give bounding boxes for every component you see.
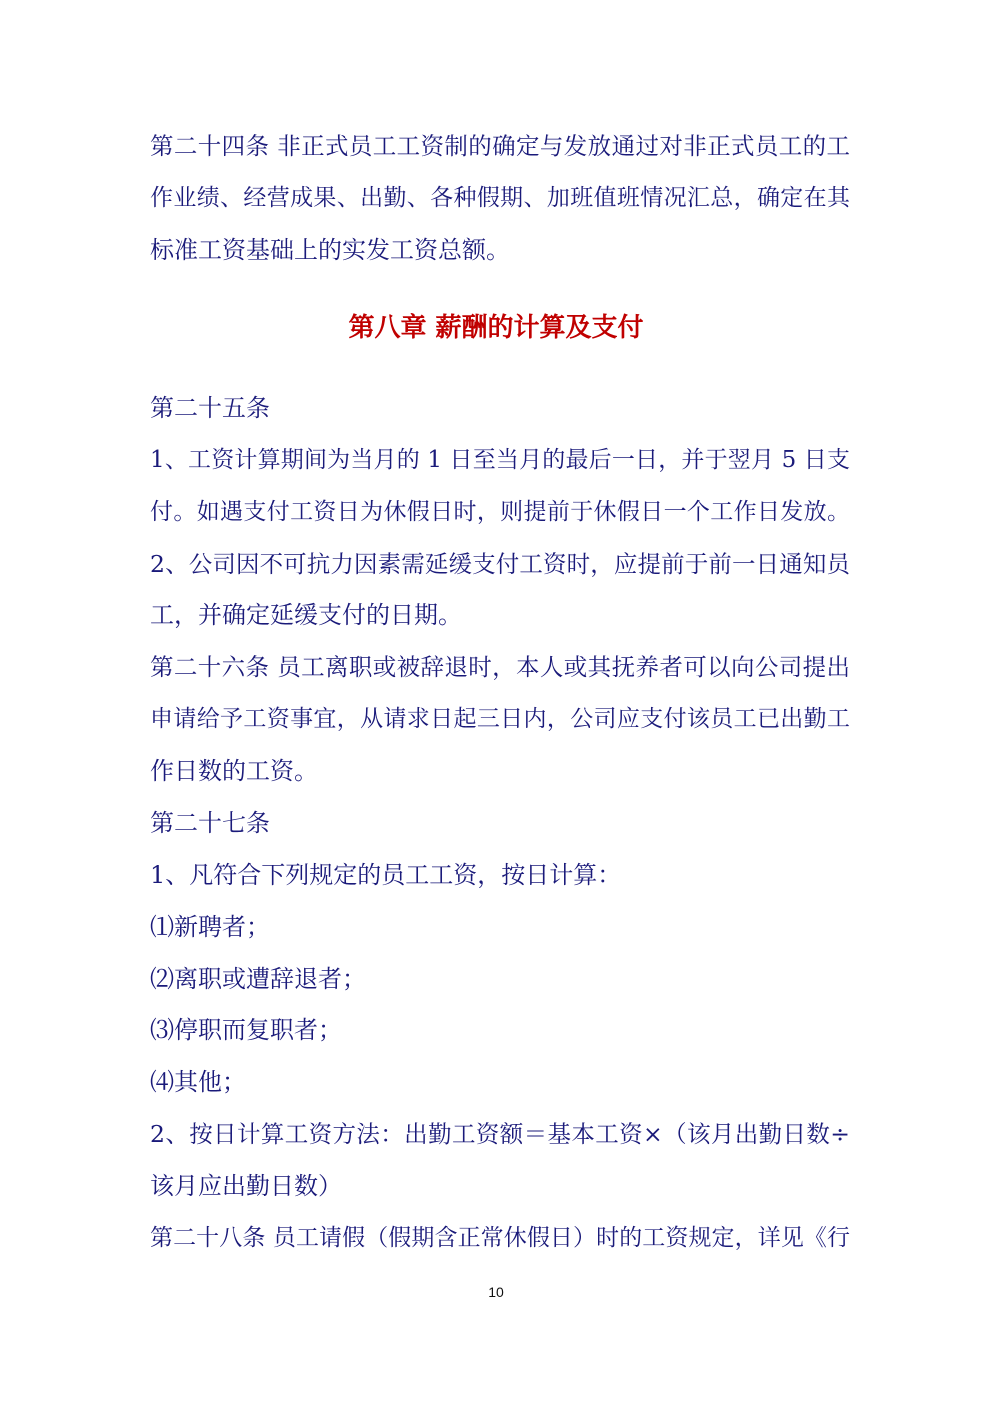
chapter-title: 第八章 薪酬的计算及支付 [348,313,644,343]
article-27-item-2-line-2: 该月应出勤日数） [150,1172,342,1200]
article-26-line-2: 申请给予工资事宜，从请求日起三日内，公司应支付该员工已出勤工 [150,706,850,732]
article-27-subitem-2: ⑵离职或遭辞退者； [150,965,366,993]
page-number: 10 [488,1284,504,1300]
article-27-heading: 第二十七条 [150,809,270,837]
article-27-subitem-1: ⑴新聘者； [150,913,270,941]
article-24-line-3: 标准工资基础上的实发工资总额。 [150,236,510,264]
article-27-subitem-3: ⑶停职而复职者； [150,1016,342,1044]
article-25-item-2-line-1: 2、公司因不可抗力因素需延缓支付工资时，应提前于前一日通知员 [150,550,850,578]
article-26-line-3: 作日数的工资。 [150,757,318,785]
article-25-heading: 第二十五条 [150,394,270,422]
article-25-item-2-line-2: 工，并确定延缓支付的日期。 [150,601,462,629]
article-27-subitem-4: ⑷其他； [150,1068,246,1096]
article-27-item-1: 1、凡符合下列规定的员工工资，按日计算： [150,861,622,889]
article-27-item-2-line-1: 2、按日计算工资方法：出勤工资额＝基本工资×（该月出勤日数÷ [150,1120,850,1148]
article-26-line-1: 第二十六条 员工离职或被辞退时，本人或其抚养者可以向公司提出 [150,653,850,681]
article-24-line-1: 第二十四条 非正式员工工资制的确定与发放通过对非正式员工的工 [150,132,850,160]
article-28-line-1: 第二十八条 员工请假（假期含正常休假日）时的工资规定，详见《行 [150,1225,850,1251]
article-24-line-2: 作业绩、经营成果、出勤、各种假期、加班值班情况汇总，确定在其 [150,185,850,211]
article-25-item-1-line-2: 付。如遇支付工资日为休假日时，则提前于休假日一个工作日发放。 [150,499,850,525]
article-25-item-1-line-1: 1、工资计算期间为当月的 1 日至当月的最后一日，并于翌月 5 日支 [150,447,850,473]
